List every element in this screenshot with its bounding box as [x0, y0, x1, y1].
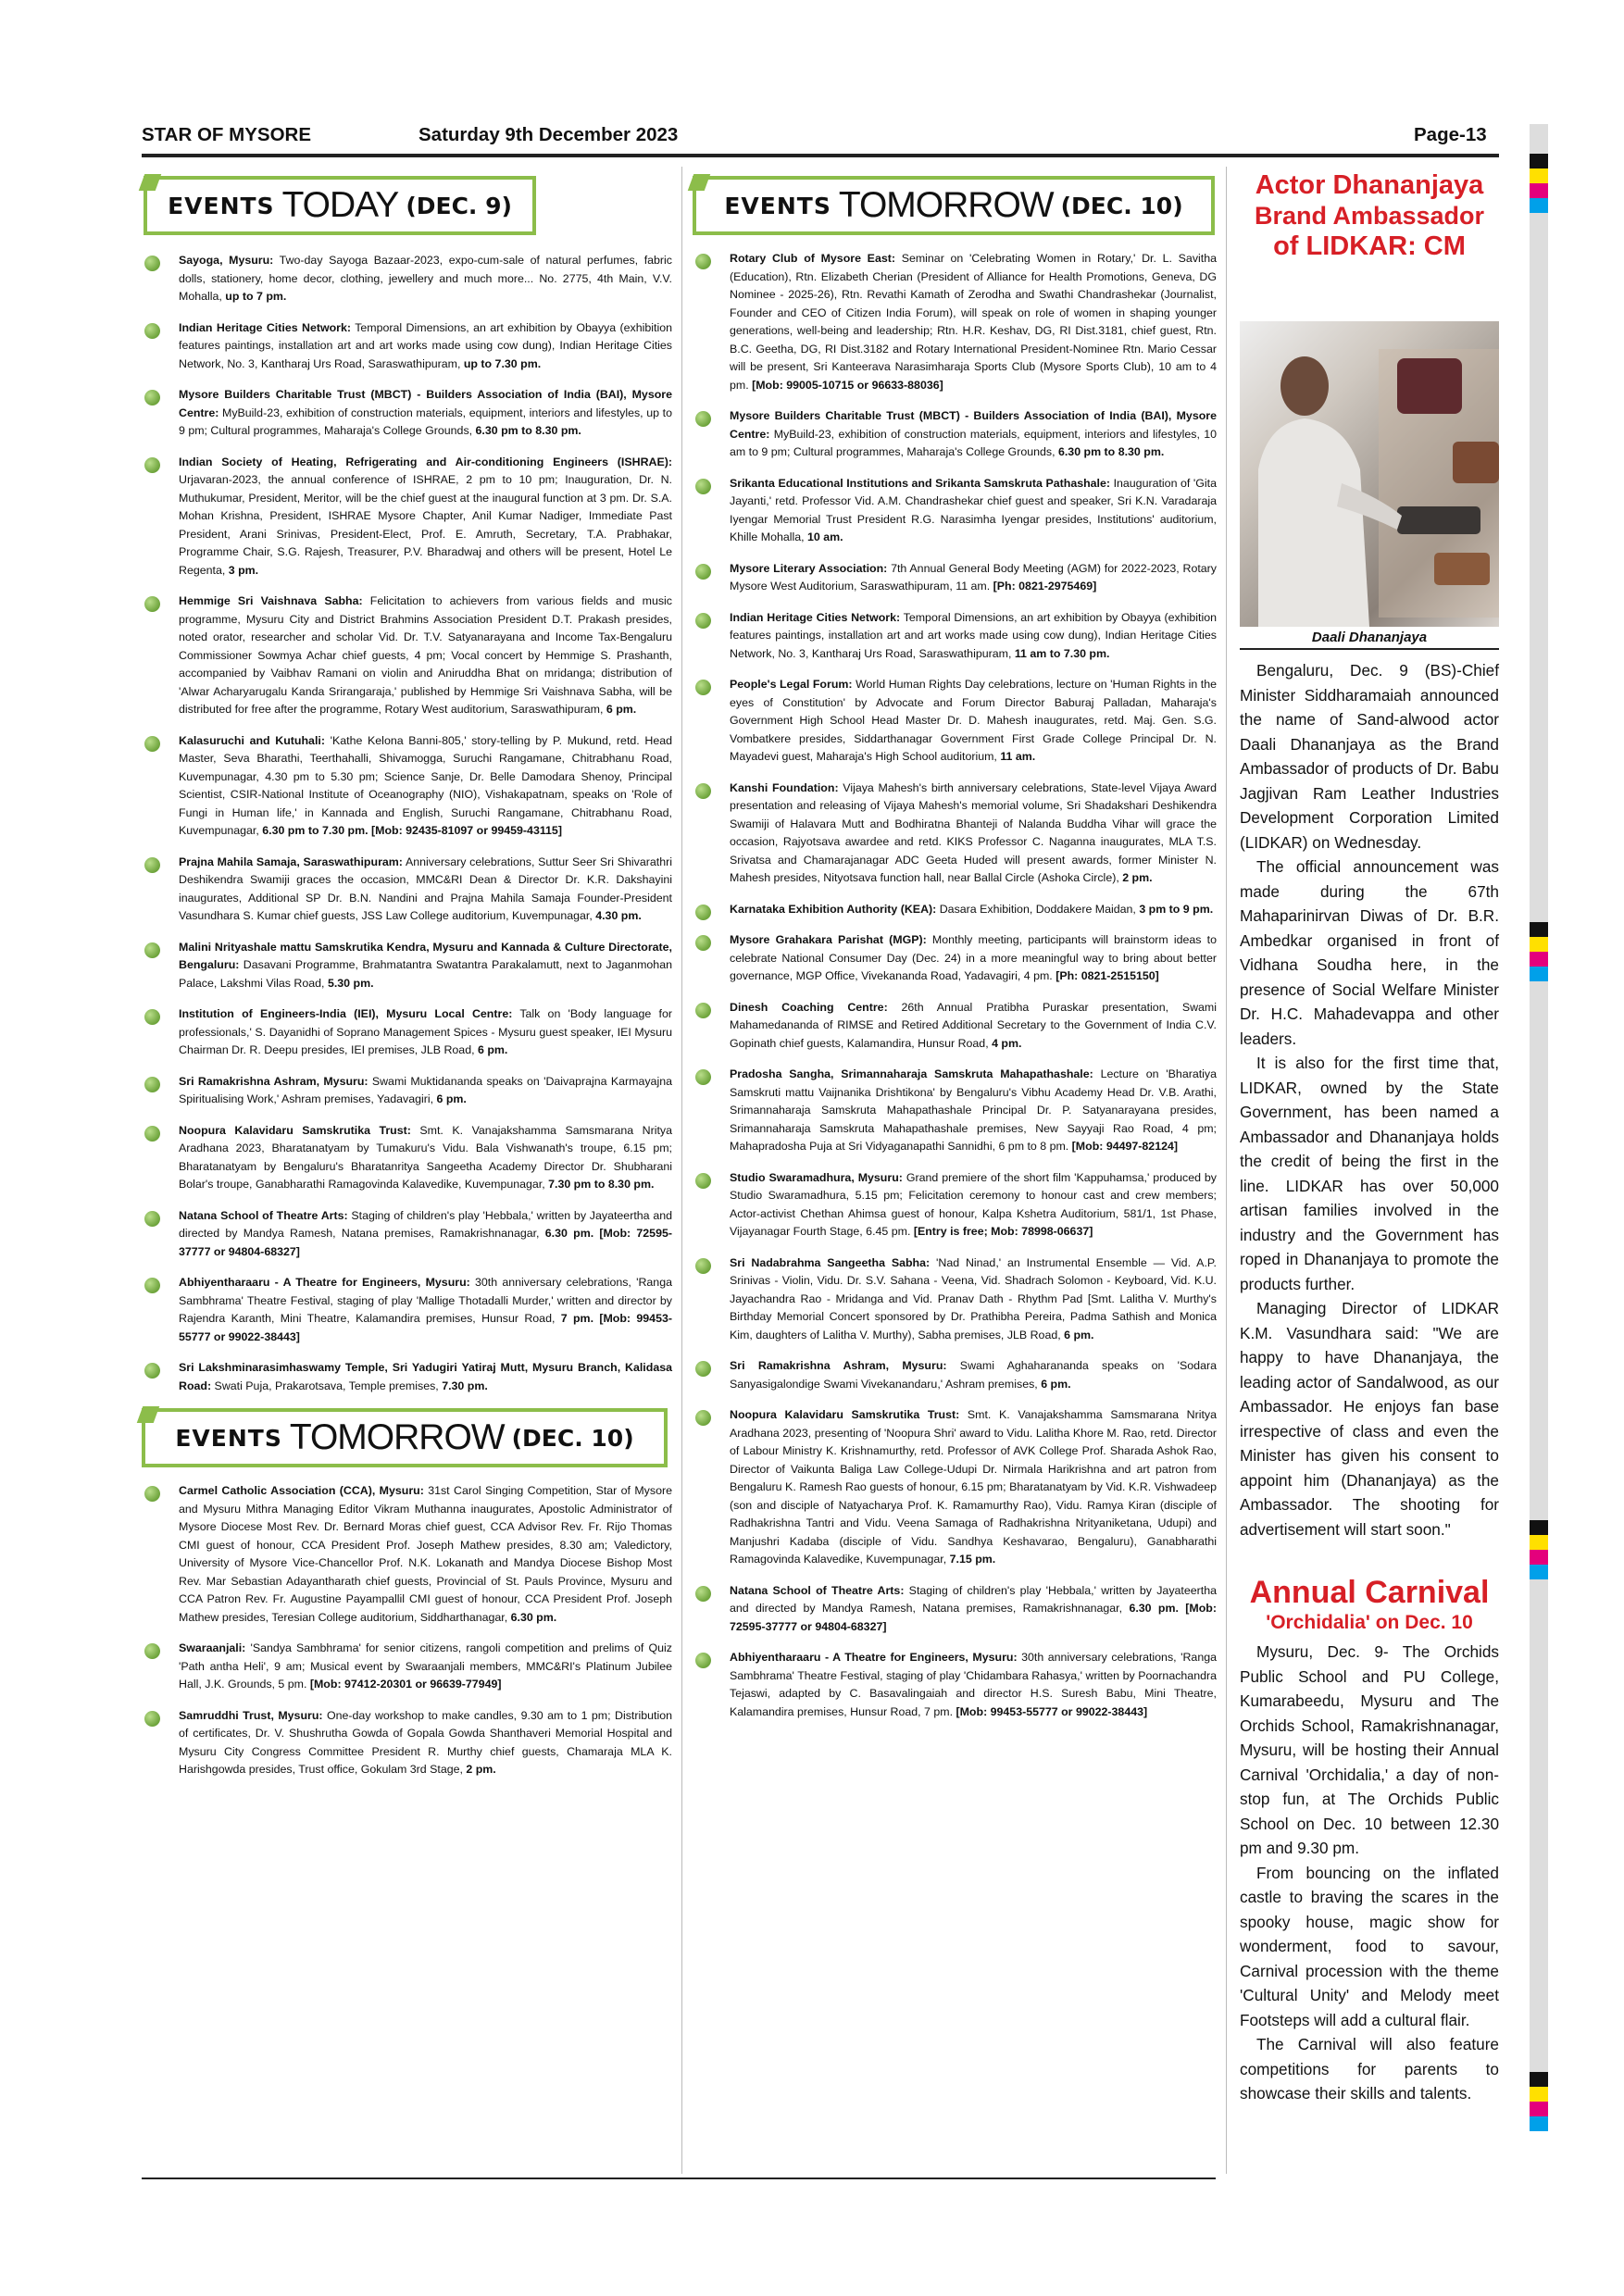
registration-strip: [1530, 1520, 1548, 1609]
event-details: 30th anniversary celebrations, 'Ranga Sambhrama' Theatre Festival, staging of play 'Mallige Thotadalli Murder,' written and director by Rajendra Karanth, Mini Theatre, Kalamandira premises, Hunsur Road,: [179, 1276, 672, 1325]
article-paragraph: The official announcement was made during the 67th Mahaparinirvan Diwas of Dr. B.R. Ambedkar organised in front of Vidhana Soudha here, in the presence of Social Welfare Minister Dr. H.C. Mahadevappa and other leaders.: [1240, 857, 1499, 1048]
box-title: TODAY: [281, 185, 399, 225]
headline-line: Annual Carnival: [1249, 1575, 1490, 1610]
event-item: [693, 901, 1217, 919]
bullet-icon: [695, 1173, 711, 1189]
column-divider: [681, 167, 682, 2174]
event-time: [Mob: 99005-10715 or 96633-88036]: [752, 378, 943, 392]
event-details: Urjavaran-2023, the annual conference of ISHRAE, 2 pm to 10 pm; Inauguration, Dr. N. Muthukumar, President, Meritor, will be the chief guest at the inaugural function at 3 pm. Dr. S.A. Mohan Krishna, President, ISHRAE Mysore Chapter, Anil Kumar Nadiger, Immediate Past President, Arani Srinivas, President-Elect, Prof. E. Amruth, Secretary, T.A. Prabhakar, Programme Chair, S.G. Rajesh, Treasurer, P.V. Bharadwaj and others will be present, Hotel Le Regenta,: [179, 473, 672, 577]
bullet-icon: [144, 1363, 160, 1379]
event-organizer: Kanshi Foundation:: [730, 780, 839, 794]
event-item: [693, 1357, 1217, 1393]
lidkar-article: [1240, 658, 1499, 1541]
event-item: [142, 854, 672, 926]
event-item: [142, 319, 672, 374]
event-organizer: Pradosha Sangha, Srimannaharaja Samskruta Mahapathashale:: [730, 1067, 1093, 1080]
carnival-article: [1240, 1640, 1499, 2106]
event-item: [142, 1207, 672, 1262]
event-item: [142, 454, 672, 580]
bullet-icon: [695, 935, 711, 951]
event-details: Lecture on 'Bharatiya Samskruti mattu Vaijnanika Drishtikona' by Bengaluru's Vibhu Academy Head Dr. V.B. Arathi, Srimannaharaja Samskruta Mahapathashale Principal Dr. P. Satyanarayana presides, Srimannaharaja Samskruta Mahapathashale premises, New Sayyaji Rao Road, 4 pm; Mahapradosha Puja at Sri Vidyaganapathi Sannidhi, 6 pm to 8 pm.: [730, 1067, 1218, 1153]
event-organizer: People's Legal Forum:: [730, 678, 853, 691]
event-organizer: Mysore Builders Charitable Trust (MBCT) - Builders Association of India (BAI), Mysore Centre:: [179, 388, 672, 419]
event-organizer: Abhiyentharaaru - A Theatre for Engineers, Mysuru:: [179, 1276, 470, 1289]
event-time: 4 pm.: [992, 1036, 1022, 1050]
event-organizer: Sayoga, Mysuru:: [179, 254, 274, 267]
event-organizer: Sri Ramakrishna Ashram, Mysuru:: [179, 1074, 369, 1088]
event-item: [142, 593, 672, 719]
event-details: Swati Puja, Prakarotsava, Temple premises,: [211, 1379, 443, 1392]
article-paragraph: It is also for the first time that, LIDKAR, owned by the State Government, has been named a Ambassador and Dhananjaya holds the credit of being the first in the line. LIDKAR has over 50,000 artisan families involved in the industry and the Government has roped in Dhananjaya to promote the products further.: [1240, 1054, 1499, 1293]
event-details: 26th Annual Pratibha Puraskar presentation, Swami Mahamedananda of RIMSE and Retired Additional Secretary to the Government of India C.V. Gopinath chief guests, Kalamandira, Hunsur Road,: [730, 1000, 1217, 1050]
event-time: 11 am to 7.30 pm.: [1014, 646, 1110, 660]
event-item: [142, 386, 672, 441]
lidkar-headline: [1240, 170, 1499, 262]
event-item: [142, 1359, 672, 1395]
registration-strip: [1530, 2072, 1548, 2131]
registration-strip: [1530, 246, 1548, 922]
events-today-list: [142, 252, 672, 1395]
event-organizer: Kalasuruchi and Kutuhali:: [179, 733, 325, 747]
issue-date: Saturday 9th December 2023: [418, 124, 679, 145]
event-organizer: Samruddhi Trust, Mysuru:: [179, 1708, 323, 1722]
page-number: Page-13: [1414, 124, 1487, 145]
event-organizer: Sri Ramakrishna Ashram, Mysuru:: [730, 1359, 947, 1372]
event-time: 11 am.: [1000, 750, 1036, 763]
event-organizer: Carmel Catholic Association (CCA), Mysuru:: [179, 1484, 424, 1497]
event-item: [693, 780, 1217, 888]
bullet-icon: [144, 596, 160, 612]
bullet-icon: [144, 1643, 160, 1659]
registration-strip: [1530, 124, 1548, 246]
registration-strip: [1530, 1609, 1548, 2072]
event-organizer: Karnataka Exhibition Authority (KEA):: [730, 902, 937, 916]
bullet-icon: [695, 613, 711, 629]
event-details: Two-day Sayoga Bazaar-2023, expo-cum-sale of natural perfumes, fabric dolls, stationery, home decor, clothing, jewellery and much more... No. 2775, 4th Main, V.V. Mohalla,: [179, 254, 672, 303]
bullet-icon: [695, 1586, 711, 1602]
event-time: 6.30 pm to 8.30 pm.: [1057, 445, 1165, 458]
bullet-icon: [695, 905, 711, 920]
registration-strip: [1530, 1011, 1548, 1520]
article-paragraph: Managing Director of LIDKAR K.M. Vasundhara said: "We are happy to have Dhananjaya, the leading actor of Sandalwood, as our Ambassador. He enjoys fan base irrespective of class and even the Minister has given his consent to appoint him (Dhananjaya) as the Ambassador. The shooting for advertisement will start soon.": [1240, 1299, 1499, 1539]
event-organizer: Abhiyentharaaru - A Theatre for Engineers, Mysuru:: [730, 1651, 1018, 1664]
bullet-icon: [144, 736, 160, 752]
event-time: 7.15 pm.: [949, 1553, 996, 1566]
event-item: [693, 407, 1217, 462]
event-item: [693, 931, 1217, 986]
event-time: [Mob: 94497-82124]: [1071, 1140, 1178, 1153]
event-item: [142, 732, 672, 841]
event-item: [693, 250, 1217, 394]
masthead-rule: [142, 154, 1499, 157]
event-time: up to 7.30 pm.: [463, 356, 542, 370]
event-organizer: Swaraanjali:: [179, 1641, 246, 1654]
event-organizer: Prajna Mahila Samaja, Saraswathipuram:: [179, 855, 403, 868]
event-details: Felicitation to achievers from various fields and music programme, Mysuru City and District Brahmins Association President D.T. Prakash presides, noted orator, researcher and scholar Vid. Dr. T.V. Satyanarayana and Income Tax-Bengaluru Commissioner Sowmya Achar chief guests, 4 pm; Vocal concert by Hemmige S. Prashanth, accompanied by Vaibhav Ramani on violin and Aniruddha Bhat on mridanga; distribution of 'Alwar Acharyarugalu Kanda Srirangaraja,' published by Hemmige Sri Vaishnava Sabha, will be distributed for free after the programme, Rotary West auditorium, Saraswathipuram,: [179, 594, 672, 716]
article-paragraph: Bengaluru, Dec. 9 (BS)-Chief Minister Siddharamaiah announced the name of Sand-alwood actor Daali Dhananjaya as the Brand Ambassador of products of Dr. Babu Jagjivan Ram Leather Industries Development Corporation Limited (LIDKAR) on Wednesday.: [1240, 661, 1499, 852]
event-item: [693, 475, 1217, 547]
bullet-icon: [695, 1361, 711, 1377]
box-title: TOMORROW: [289, 1417, 505, 1457]
event-organizer: Natana School of Theatre Arts:: [179, 1208, 348, 1222]
box-date: (DEC. 10): [511, 1424, 634, 1452]
bullet-icon: [144, 1077, 160, 1092]
events-tomorrow-list: [693, 250, 1217, 1721]
event-organizer: Noopura Kalavidaru Samskrutika Trust:: [730, 1408, 960, 1421]
registration-strip: [1530, 922, 1548, 1011]
event-item: [693, 1169, 1217, 1242]
event-details: Temporal Dimensions, an art exhibition by Obayya (exhibition features paintings, installation art and art works made using cow dung), Indian Heritage Cities Network, No. 3, Kantharaj Urs Road, Saraswathipuram,: [179, 320, 672, 370]
event-item: [693, 1254, 1217, 1345]
event-organizer: Sri Nadabrahma Sangeetha Sabha:: [730, 1255, 931, 1269]
subheadline: 'Orchidalia' on Dec. 10: [1266, 1612, 1473, 1633]
event-organizer: Studio Swaramadhura, Mysuru:: [730, 1170, 903, 1184]
events-tomorrow-list: [142, 1482, 672, 1779]
headline-line: Actor Dhananjaya: [1255, 170, 1484, 200]
column-divider: [1226, 167, 1227, 2174]
event-details: Monthly meeting, participants will brainstorm ideas to celebrate National Consumer Day (Dec. 24) in a more meaningful way to bring about better governance, MGP Office, Vivekananda Road, Yadavagiri, 4 pm.: [730, 933, 1217, 982]
headline-line: Brand Ambassador: [1254, 202, 1485, 230]
event-time: 6 pm.: [606, 703, 637, 716]
article-paragraph: Mysuru, Dec. 9- The Orchids Public School and PU College, Kumarabeedu, Mysuru and The Orchids School, Ramakrishnanagar, Mysuru, will be hosting their Annual Carnival 'Orchidalia,' a day of non-stop fun, at The Orchids Public School on Dec. 10 between 12.30 pm and 9.30 pm.: [1240, 1642, 1499, 1857]
event-details: 'Kathe Kelona Banni-805,' story-telling by P. Mukund, retd. Head Master, Seva Bharathi, Teerthahalli, Shivamogga, Suruchi Rangamane, Chitrabhanu Road, Kuvempunagar, 4.30 pm to 5.30 pm; Science Sanje, Dr. Belle Damodara Shenoy, Principal Scientist, CSIR-National Institute of Oceanography (NIO), Vishakapatnam, speaks on 'Role of Fungi in Human life,' in Kannada and English, Suruchi Rangamane, Chitrabhanu Road, Kuvempunagar,: [179, 733, 673, 837]
event-organizer: Sri Lakshminarasimhaswamy Temple, Sri Yadugiri Yatiraj Mutt, Mysuru Branch, Kalidasa Road:: [179, 1361, 672, 1392]
event-time: 2 pm.: [466, 1763, 496, 1776]
headline-line: of LIDKAR: CM: [1273, 231, 1466, 261]
event-organizer: Malini Nrityashale mattu Samskrutika Kendra, Mysuru and Kannada & Culture Directorate, Bengaluru:: [179, 940, 672, 971]
bullet-icon: [695, 1003, 711, 1018]
event-time: 6.30 pm.: [510, 1610, 557, 1624]
event-time: [Entry is free; Mob: 78998-06637]: [913, 1225, 1093, 1238]
event-details: Swami Muktidananda speaks on 'Daivaprajna Karmayajna Spiritualising Work,' Ashram premises, Yadavagiri,: [179, 1074, 672, 1105]
event-time: [Ph: 0821-2975469]: [993, 580, 1097, 593]
paper-name: STAR OF MYSORE: [142, 124, 311, 145]
bullet-icon: [144, 1009, 160, 1025]
bullet-icon: [695, 1258, 711, 1274]
bullet-icon: [695, 1653, 711, 1668]
event-time: 6.30 pm. [Mob: 72595-37777 or 94804-68327]: [730, 1602, 1217, 1633]
event-time: 10 am.: [807, 530, 843, 543]
bullet-icon: [144, 1211, 160, 1227]
event-organizer: Indian Heritage Cities Network:: [730, 610, 901, 624]
bullet-icon: [144, 256, 160, 271]
event-organizer: Institution of Engineers-India (IEI), Mysuru Local Centre:: [179, 1007, 513, 1020]
bullet-icon: [695, 783, 711, 799]
event-item: [142, 1122, 672, 1194]
event-organizer: Mysore Literary Association:: [730, 561, 888, 575]
box-label: EVENTS: [175, 1424, 282, 1452]
event-details: 'Nad Ninad,' an Instrumental Ensemble — Vid. A.P. Srinivas - Violin, Vidu. Dr. S.V. Sahana - Veena, Vid. Shadrach Solomon - Keyboard, Vid. K.U. Jayachandra Rao - Mridanga and Vid. Pranav Dath - Rhythm Pad [Smt. Lalitha V. Murthy's Birthday Memorial Concert sponsored by Dr. Prathibha Pereira, Padma Sathish and Monica Kim, daughters of Lalitha V. Murthy), Sabha premises, JLB Road,: [730, 1255, 1217, 1341]
photo-caption: Daali Dhananjaya: [1311, 630, 1428, 645]
event-time: 7.30 pm.: [442, 1379, 488, 1392]
event-organizer: Hemmige Sri Vaishnava Sabha:: [179, 594, 363, 607]
bullet-icon: [695, 411, 711, 427]
event-time: 3 pm.: [228, 563, 259, 577]
event-details: 7th Annual General Body Meeting (AGM) for 2022-2023, Rotary Mysore West Auditorium, Saraswathipuram, 11 am.: [730, 561, 1218, 593]
event-item: [142, 1073, 672, 1109]
events-tomorrow-box: [693, 176, 1215, 235]
event-item: [142, 939, 672, 993]
event-time: 6.30 pm to 7.30 pm. [Mob: 92435-81097 or 99459-43115]: [262, 824, 562, 837]
event-time: 4.30 pm.: [595, 909, 642, 922]
event-item: [693, 676, 1217, 767]
event-time: 6.30 pm to 8.30 pm.: [475, 424, 581, 437]
bullet-icon: [695, 1069, 711, 1085]
event-organizer: Natana School of Theatre Arts:: [730, 1583, 905, 1597]
box-label: EVENTS: [724, 192, 831, 219]
event-time: 6.30 pm. [Mob: 72595-37777 or 94804-68327]: [179, 1227, 672, 1258]
event-item: [142, 1707, 672, 1779]
event-details: Temporal Dimensions, an art exhibition by Obayya (exhibition features paintings, installation art and art works made using cow dung), Indian Heritage Cities Network, No. 3, Kantharaj Urs Road, Saraswathipuram,: [730, 610, 1217, 660]
event-item: [693, 1649, 1217, 1721]
box-title: TOMORROW: [838, 185, 1054, 225]
bullet-icon: [695, 254, 711, 269]
article-paragraph: The Carnival will also feature competitions for parents to showcase their skills and talents.: [1240, 2035, 1499, 2103]
event-details: Grand premiere of the short film 'Kappuhamsa,' produced by Studio Swaramadhura, 5.15 pm; Felicitation ceremony to honour cast and crew members; Actor-activist Chethan Ahimsa guest of honour, Kalpa Kshetra Auditorium, 581/1, 1st Phase, Vijayanagar Fourth Stage, 6.45 pm.: [730, 1170, 1217, 1238]
bullet-icon: [144, 323, 160, 339]
bullet-icon: [695, 479, 711, 494]
caption-rule: [1240, 648, 1499, 650]
event-details: One-day workshop to make candles, 9.30 am to 1 pm; Distribution of certificates, Dr. V. Shushrutha Gowda of Gopala Gowda Shanthaveri Memorial Hospital and Mysuru City Congress Committee President R. Murthy chief guests, Chamaraja MLA K. Harishgowda presides, Trust office, Gokulam 3rd Stage,: [179, 1708, 673, 1776]
event-organizer: Mysore Builders Charitable Trust (MBCT) - Builders Association of India (BAI), Mysore Centre:: [730, 409, 1217, 441]
event-details: Swami Aghaharananda speaks on 'Sodara Sanyasigalondige Swami Vivekanandaru,' Ashram premises,: [730, 1359, 1217, 1391]
carnival-headline: [1240, 1574, 1499, 1635]
event-organizer: Indian Society of Heating, Refrigerating and Air-conditioning Engineers (ISHRAE):: [179, 455, 672, 468]
event-time: 2 pm.: [1122, 871, 1153, 884]
left-column: [142, 176, 672, 1792]
event-time: [Mob: 97412-20301 or 96639-77949]: [309, 1678, 502, 1691]
middle-column: [693, 176, 1217, 1734]
event-details: Seminar on 'Celebrating Women in Rotary,' Dr. L. Savitha (Education), Rtn. Elizabeth Cherian (President of Alliance for Health Promotions, Geneva, DG Nominee - 2025-26), Rtn. Revathi Kamath of Zerodha and Swathi Chandrashekar (Journalist, Founder and CEO of Citizen India Forum), will speak on role of women in shaping younger generations, well-being and leadership; Rtn. H.R. Keshav, DG, RI Dist.3181, chief guest, Rtn. B.C. Geetha, DG, RI Dist.3182 and Rotary International President-Nominee Rtn. Mario Cessar will be present, Sri Kanteerava Narasimharaja Sports Club (Mysore Sports Club), 10 am to 4 pm.: [730, 252, 1217, 392]
event-time: up to 7 pm.: [225, 290, 287, 303]
event-details: Talk on 'Body language for professionals,' S. Dayanidhi of Soprano Management Spices - Mysuru guest speaker, IEI Mysuru Chairman Dr. R. Deepu presides, IEI premises, JLB Road,: [179, 1007, 672, 1056]
event-details: Inauguration of 'Gita Jayanti,' retd. Professor Vid. A.M. Chandrashekar chief guest and speaker, Sri K.N. Varadaraja Iyengar Memorial Trust President R.G. Narasimha Iyengar presides, Institutions' auditorium, Khille Mohalla,: [730, 476, 1217, 543]
event-organizer: Noopura Kalavidaru Samskrutika Trust:: [179, 1123, 411, 1137]
bullet-icon: [144, 857, 160, 873]
article-paragraph: From bouncing on the inflated castle to braving the scares in the spooky house, magic show for wonderment, food to savour, Carnival procession with the theme 'Cultural Unity' and Melody meet Footsteps will add a cultural flair.: [1240, 1863, 1499, 2029]
event-details: Smt. K. Vanajakshamma Samsmarana Nritya Aradhana 2023, Bharatanatyam by Tumakuru's Vidu. Bala Vishwanath's troupe, 6.15 pm; Bharatanatyam by Bengaluru's Bharatanritya Sangeetha Academy Director Dr. Shubharani Bolar's troupe, Ganabharathi Ramagovinda Kalavedike, Kuvempunagar,: [179, 1123, 672, 1191]
event-details: World Human Rights Day celebrations, lecture on 'Human Rights in the eyes of Constitution' by Advocate and Forum Director Baburaj Palladan, Maharaja's Government High School Head Master Dr. D. Mahesh inaugurates, retd. Maj. Gen. S.G. Vombatkere presides, Siddarthanagar Government First Grade College Principal Dr. N. Mayadevi guest, Maharaja's High School auditorium,: [730, 678, 1218, 763]
event-time: 6 pm.: [477, 1043, 508, 1056]
event-item: [142, 1482, 672, 1627]
event-time: 6 pm.: [1041, 1377, 1071, 1391]
event-item: [142, 1274, 672, 1346]
event-details: Staging of children's play 'Hebbala,' written by Jayateertha and directed by Mandya Ramesh, Natana premises, Ramakrishnanagar,: [730, 1583, 1217, 1615]
event-time: 7.30 pm to 8.30 pm.: [548, 1178, 655, 1191]
bullet-icon: [144, 390, 160, 406]
events-today-box: [144, 176, 536, 235]
event-details: 31st Carol Singing Competition, Star of Mysore and Mysuru Mithra Managing Editor Vikram Muthanna inaugurates, Apostolic Administrator of Mysore Diocese Most Rev. Dr. Bernard Moras chief guest, CCA Advisor Rev. Fr. Rijo Thomas CMI guest of honour, CCA President Prof. Joseph Mathew presides, 8.30 am; Valedictory, University of Mysore Vice-Chancellor Prof. N.K. Lokanath and Mandya Diocese Bishop Most Rev. Mar Sebastian Adayantharath chief guests, Provincial of St. Pauls Province, Mysuru and CCA Patron Rev. Fr. Augustine Payampallil CMI guest of honour, CCA President Prof. Joseph Mathew presides, Teresian College auditorium, Siddharthanagar,: [179, 1484, 672, 1624]
event-item: [142, 1005, 672, 1060]
box-date: (DEC. 9): [406, 192, 512, 219]
bullet-icon: [695, 680, 711, 695]
event-details: MyBuild-23, exhibition of construction materials, equipment, interiors and lifestyles, 10 am to 9 pm; Cultural programmes, Maharaja's College Grounds,: [730, 427, 1217, 458]
event-organizer: Srikanta Educational Institutions and Srikanta Samskruta Pathashale:: [730, 476, 1111, 490]
bullet-icon: [144, 457, 160, 473]
bottom-rule: [142, 2177, 1216, 2179]
event-details: Smt. K. Vanajakshamma Samsmarana Nritya Aradhana 2023, presenting of 'Noopura Shri' award to Vidu. Lalitha Khore M. Rao, retd. Director of Labour Ministry K. Krishnamurthy, retd. Professor of AVK College Prof. Sharada Ashok Rao, Director of Vaikunta Baliga Law College-Udupi Dr. Nirmala Harikrishna and art patron from Bengaluru K. Ramesh Rao guests of honour, 6.15 pm; Bharatanatyam by Vid. K.R. Vishwadeep (son and disciple of Natyacharya Prof. K. Ramamurthy Rao), Vidu. Ramya Kiran (disciple of Radhakrishna Tantri and Vidu. Veena Samaga of Radhakrishna Nrityaniketana, Udupi) and Manjushri Kadaba (disciple of Vidu. Sandhya Keshavarao, Bengaluru), Ganabharathi Ramagovinda Kalavedike, Kuvempunagar,: [730, 1408, 1217, 1566]
event-time: 7 pm. [Mob: 99453-55777 or 99022-38443]: [179, 1312, 672, 1343]
event-details: 30th anniversary celebrations, 'Ranga Sambhrama' Theatre Festival, staging of play 'Chidambara Rahasya,' written by Poornachandra Tejaswi, adapted by C. Basavalingaiah and director H.S. Suresh Babu, Mini Theatre, Kalamandira premises, Hunsur Road, 7 pm.: [730, 1651, 1217, 1718]
bullet-icon: [695, 564, 711, 580]
event-time: [Ph: 0821-2515150]: [1056, 969, 1159, 982]
event-item: [693, 1582, 1217, 1637]
dhananjaya-photo: [1240, 321, 1499, 627]
event-item: [693, 1406, 1217, 1569]
bullet-icon: [144, 942, 160, 958]
bullet-icon: [144, 1126, 160, 1142]
event-organizer: Rotary Club of Mysore East:: [730, 252, 895, 265]
bullet-icon: [144, 1711, 160, 1727]
box-date: (DEC. 10): [1060, 192, 1183, 219]
event-organizer: Dinesh Coaching Centre:: [730, 1000, 888, 1014]
event-details: Anniversary celebrations, Suttur Seer Sri Shivarathri Deshikendra Swamiji graces the occasion, MMC&RI Dean & Director Dr. K.R. Dakshayini inaugurates, Additional SP Dr. B.N. Nandini and Prajna Mahila Samaja Founder-President Vasundhara S. Kumar chief guests, JSS Law College auditorium, Kuvempunagar,: [179, 855, 672, 922]
event-organizer: Mysore Grahakara Parishat (MGP):: [730, 933, 927, 946]
bullet-icon: [144, 1486, 160, 1502]
event-time: 6 pm.: [436, 1092, 467, 1105]
event-time: 3 pm to 9 pm.: [1139, 902, 1214, 916]
event-details: MyBuild-23, exhibition of construction materials, equipment, interiors and lifestyles, up to 9 pm; Cultural programmes, Maharaja's College Grounds,: [179, 406, 672, 437]
event-item: [142, 252, 672, 306]
events-tomorrow-box: [142, 1408, 668, 1467]
event-details: 'Sandya Sambhrama' for senior citizens, rangoli competition and prelims of Quiz 'Path antha Heli', 9 am; Musical event by Swaraanjali members, MMC&RI's Platinum Jubilee Hall, J.K. Grounds, 5 pm.: [179, 1641, 672, 1691]
event-item: [693, 609, 1217, 664]
box-label: EVENTS: [168, 192, 275, 219]
event-details: Vijaya Mahesh's birth anniversary celebrations, State-level Vijaya Award presentation and releasing of Vijaya Mahesh's memorial volume, Sri Shadakshari Deshikendra Swamiji of Halavara Mutt and Bodhiratna Bhanteji of Nalanda Buddha Vihar will grace the occasion, Rajyotsava awardee and retd. KIKS Professor C. Naganna inaugurates, MLA T.S. Srivatsa and Chamarajanagar ADC Geeta Huded will present awards, former Minister N. Mahesh presides, Nityotsava function hall, near Ballal Circle (Ashoka Circle),: [730, 780, 1217, 884]
bullet-icon: [695, 1410, 711, 1426]
event-item: [142, 1640, 672, 1694]
event-time: [Mob: 99453-55777 or 99022-38443]: [956, 1704, 1148, 1718]
event-details: Dasara Exhibition, Doddakere Maidan,: [936, 902, 1140, 916]
event-details: Staging of children's play 'Hebbala,' written by Jayateertha and directed by Mandya Ramesh, Natana premises, Ramakrishnanagar,: [179, 1208, 672, 1240]
event-time: 5.30 pm.: [327, 976, 374, 990]
event-item: [693, 560, 1217, 596]
event-details: Dasavani Programme, Brahmatantra Swatantra Parakalamutt, next to Jaganmohan Palace, Lakshmi Vilas Road,: [179, 958, 672, 990]
bullet-icon: [144, 1278, 160, 1293]
event-item: [693, 999, 1217, 1054]
event-item: [693, 1066, 1217, 1156]
event-organizer: Indian Heritage Cities Network:: [179, 320, 352, 334]
event-time: 6 pm.: [1064, 1328, 1094, 1341]
